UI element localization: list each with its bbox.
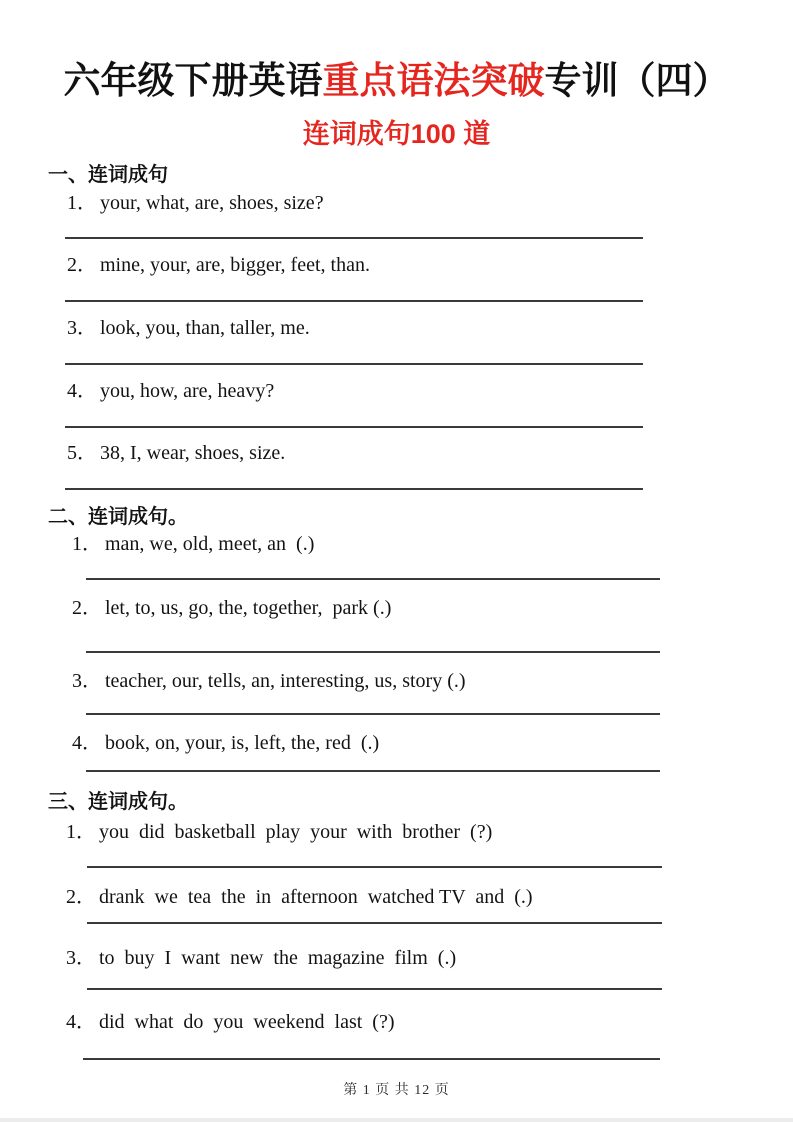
question-number: 4． (67, 380, 97, 402)
answer-blank (86, 713, 660, 715)
question-number: 2． (67, 254, 97, 276)
answer-blank (65, 237, 643, 239)
answer-blank (86, 578, 660, 580)
question-text: look, you, than, taller, me. (100, 317, 310, 339)
page-title (0, 50, 793, 104)
page-title-highlight: 重点语法突破 (322, 60, 545, 101)
page-bottom-edge (0, 1118, 793, 1122)
question-row (67, 252, 370, 278)
section-heading-2: 二、连词成句。 (48, 506, 188, 528)
question-row (72, 730, 379, 756)
answer-blank (65, 426, 643, 428)
question-text: drank we tea the in afternoon watched TV and (.) (99, 886, 533, 908)
answer-blank (87, 922, 662, 924)
question-row (67, 378, 274, 404)
question-row (72, 595, 391, 621)
question-text: to buy I want new the magazine film (.) (99, 947, 457, 969)
question-row (72, 668, 466, 694)
question-number: 1． (67, 192, 97, 214)
question-number: 3． (67, 317, 97, 339)
answer-blank (65, 488, 643, 490)
answer-blank (65, 300, 643, 302)
page-subtitle: 连词成句100 道 (302, 119, 491, 149)
answer-blank (65, 363, 643, 365)
question-number: 2． (66, 886, 96, 908)
question-text: man, we, old, meet, an (.) (105, 533, 315, 555)
question-number: 3． (66, 947, 96, 969)
question-number: 2． (72, 597, 102, 619)
question-number: 1． (66, 821, 96, 843)
answer-blank (86, 651, 660, 653)
answer-blank (86, 770, 660, 772)
page-title-part1: 六年级下册英语 (63, 60, 323, 101)
question-row (67, 440, 285, 466)
section-heading-1: 一、连词成句 (48, 164, 168, 186)
footer-page-indicator: 第 1 页 共 12 页 (343, 1083, 450, 1098)
question-number: 4． (66, 1011, 96, 1033)
question-row (67, 190, 324, 216)
question-number: 4． (72, 732, 102, 754)
question-text: 38, I, wear, shoes, size. (100, 442, 286, 464)
section-heading-3: 三、连词成句。 (48, 791, 188, 813)
question-text: mine, your, are, bigger, feet, than. (100, 254, 370, 276)
question-text: you, how, are, heavy? (100, 380, 275, 402)
page-footer (0, 1079, 793, 1099)
question-text: you did basketball play your with brother (?) (99, 821, 493, 843)
answer-blank (87, 988, 662, 990)
question-text: book, on, your, is, left, the, red (.) (105, 732, 380, 754)
question-row (66, 884, 533, 910)
question-number: 3． (72, 670, 102, 692)
question-number: 5． (67, 442, 97, 464)
question-row (66, 1009, 394, 1035)
question-row (67, 315, 310, 341)
answer-blank (83, 1058, 660, 1060)
page-title-part2: 专训（四） (544, 60, 730, 101)
answer-blank (87, 866, 662, 868)
question-row (66, 819, 492, 845)
question-text: did what do you weekend last (?) (99, 1011, 395, 1033)
question-text: your, what, are, shoes, size? (100, 192, 324, 214)
question-row (72, 531, 314, 557)
question-text: teacher, our, tells, an, interesting, us, story (.) (105, 670, 466, 692)
question-row (66, 945, 456, 971)
question-number: 1． (72, 533, 102, 555)
question-text: let, to, us, go, the, together, park (.) (105, 597, 392, 619)
